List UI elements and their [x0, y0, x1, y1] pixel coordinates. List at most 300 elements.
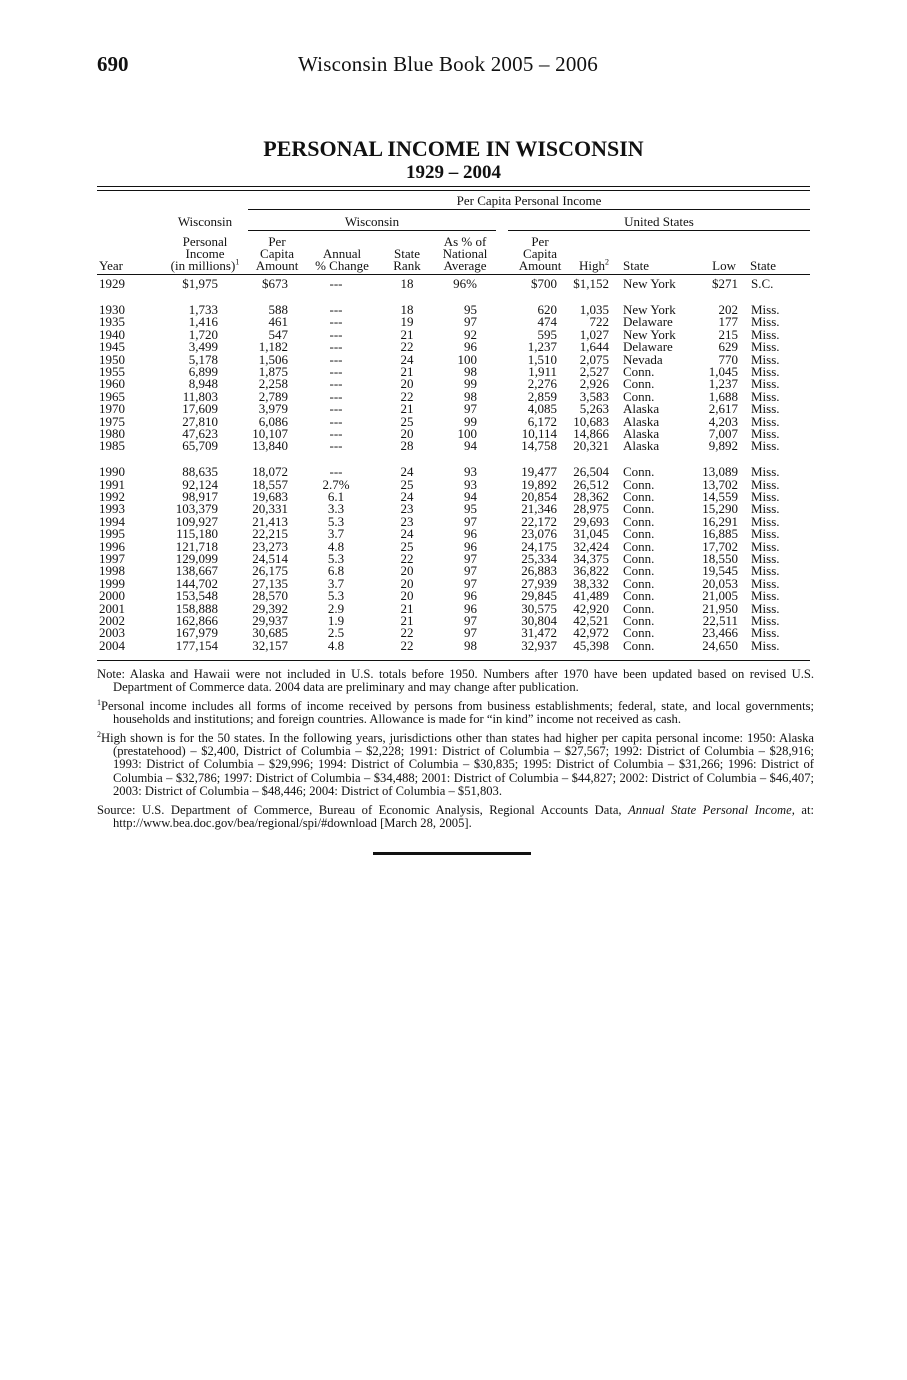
top-rule — [97, 186, 810, 187]
cell-high: 31,045 — [573, 526, 609, 542]
cell-wi-amount: 20,331 — [252, 501, 288, 517]
cell-change: --- — [329, 351, 343, 367]
cell-income: 92,124 — [182, 476, 218, 492]
cell-year: 1930 — [99, 301, 125, 317]
cell-high-state: Conn. — [623, 363, 655, 379]
cell-high: 42,521 — [573, 612, 609, 628]
cell-us-amount: 19,892 — [521, 476, 557, 492]
cell-us-amount: 30,575 — [521, 600, 557, 616]
cell-pct: 95 — [464, 301, 477, 317]
cell-low-state: Miss. — [751, 363, 780, 379]
cell-year: 1935 — [99, 314, 125, 330]
cell-income: 138,667 — [175, 563, 218, 579]
subgroup-rule-us — [508, 230, 810, 231]
cell-pct: 98 — [464, 363, 477, 379]
cell-high: 38,332 — [573, 575, 609, 591]
cell-pct: 96 — [464, 526, 477, 542]
cell-income: 162,866 — [175, 612, 218, 628]
cell-high: 36,822 — [573, 563, 609, 579]
cell-high-state: Conn. — [623, 476, 655, 492]
cell-year: 1994 — [99, 513, 125, 529]
cell-us-amount: 1,911 — [528, 363, 557, 379]
page-number: 690 — [97, 52, 129, 76]
cell-low: 16,885 — [702, 526, 738, 542]
cell-rank: 25 — [400, 538, 414, 554]
cell-low: $271 — [712, 276, 738, 291]
cell-rank: 28 — [400, 438, 414, 454]
cell-low-state: Miss. — [751, 489, 780, 505]
cell-rank: 20 — [400, 425, 414, 441]
cell-change: 1.9 — [327, 612, 345, 628]
cell-change: --- — [329, 438, 343, 454]
cell-low-state: Miss. — [751, 425, 780, 441]
cell-change: --- — [329, 425, 343, 441]
cell-change: 6.8 — [327, 563, 345, 579]
cell-year: 1993 — [99, 501, 125, 517]
cell-us-amount: 26,883 — [521, 563, 557, 579]
cell-income: 17,609 — [182, 401, 218, 417]
cell-low-state: Miss. — [751, 588, 780, 604]
cell-change: 5.3 — [327, 551, 345, 566]
header-low-state: State — [750, 258, 776, 273]
cell-wi-amount: 24,514 — [252, 551, 288, 566]
cell-low-state: Miss. — [751, 501, 780, 517]
cell-rank: 21 — [400, 401, 414, 417]
cell-change: --- — [329, 388, 343, 404]
cell-us-amount: 32,937 — [521, 637, 557, 653]
cell-wi-amount: 13,840 — [252, 438, 288, 454]
cell-year: 1996 — [99, 538, 125, 554]
cell-change: 3.7 — [327, 526, 345, 542]
cell-low-state: Miss. — [751, 600, 780, 616]
cell-year: 1990 — [99, 464, 125, 480]
footnote-2-text: High shown is for the 50 states. In the following years, jurisdictions other than states had higher per capita personal income: 1950: Alaska (prestatehood) – $2,400, District of Columbia – $2,228; 1991: District of Columbia – $27,567; 1992: District of Columbia – $28,916; 1993: District of Columbia – $29,996; 1994: District of Columbia – $30,835; 1995: District of Columbia – $31,266; 1996: District of Columbia – $32,786; 1997: District of Columbia – $34,488; 2001: District of Columbia – $44,827; 2002: District of Columbia – $46,407; 2003: District of Columbia – $48,446; 2004: District of Columbia – $51,803. — [101, 730, 814, 799]
cell-high: 3,583 — [579, 388, 609, 404]
table-row — [97, 440, 810, 452]
cell-high: 42,972 — [573, 625, 609, 641]
header-bottom-rule — [97, 274, 810, 275]
cell-wi-amount: 23,273 — [252, 538, 288, 554]
cell-low-state: Miss. — [751, 513, 780, 529]
table-subtitle: 1929 – 2004 — [406, 162, 501, 183]
footnote-2-mark: 2 — [97, 729, 101, 739]
cell-year: 1955 — [99, 363, 125, 379]
cell-us-amount: 22,172 — [521, 513, 557, 529]
cell-change: --- — [329, 314, 343, 330]
header-us-capita: Capita — [523, 246, 557, 261]
cell-wi-amount: 21,413 — [252, 513, 288, 529]
cell-change: 2.7% — [322, 476, 350, 492]
cell-high-state: Alaska — [623, 438, 660, 454]
cell-pct: 98 — [464, 637, 477, 653]
cell-income: 11,803 — [182, 388, 218, 404]
cell-low-state: Miss. — [751, 314, 780, 330]
cell-income: 121,718 — [175, 538, 218, 554]
cell-high-state: New York — [623, 326, 676, 342]
cell-low-state: Miss. — [751, 388, 780, 404]
cell-high-state: New York — [623, 276, 676, 291]
footnote-1-mark: 1 — [97, 697, 101, 707]
subgroup-rule-wi — [248, 230, 496, 231]
cell-us-amount: 27,939 — [521, 575, 557, 591]
cell-low: 1,237 — [708, 376, 738, 392]
table-body — [97, 278, 810, 652]
cell-low-state: Miss. — [751, 612, 780, 628]
cell-us-amount: 1,237 — [527, 339, 557, 355]
header-as-pct: As % of — [443, 234, 487, 249]
cell-income: 1,733 — [188, 301, 218, 317]
cell-pct: 100 — [457, 425, 477, 441]
cell-change: 5.3 — [327, 588, 345, 604]
cell-income: 129,099 — [175, 551, 218, 566]
cell-high-state: Conn. — [623, 575, 655, 591]
cell-high: 41,489 — [573, 588, 609, 604]
cell-low: 17,702 — [702, 538, 738, 554]
cell-high-state: Conn. — [623, 551, 655, 566]
cell-year: 1929 — [99, 276, 125, 291]
cell-low-state: Miss. — [751, 464, 780, 480]
notes-section — [97, 668, 814, 835]
cell-low: 23,466 — [702, 625, 738, 641]
cell-low: 629 — [718, 339, 738, 355]
cell-rank: 22 — [400, 388, 414, 404]
cell-us-amount: 595 — [537, 326, 557, 342]
cell-low-state: Miss. — [751, 563, 780, 579]
source-title: Annual State Personal Income, — [628, 802, 795, 817]
header-subgroup-wisconsin: Wisconsin — [344, 214, 400, 229]
cell-rank: 22 — [400, 637, 414, 653]
header-wi-amount: Amount — [255, 258, 299, 273]
cell-wi-amount: 3,979 — [258, 401, 288, 417]
cell-year: 2000 — [99, 588, 125, 604]
cell-pct: 96 — [464, 339, 477, 355]
footnote-ref-2: 2 — [605, 257, 609, 267]
cell-change: --- — [329, 376, 343, 392]
cell-change: 2.5 — [327, 625, 345, 641]
cell-income: 3,499 — [188, 339, 218, 355]
cell-wi-amount: 1,506 — [258, 351, 288, 367]
cell-high-state: New York — [623, 301, 676, 317]
cell-high-state: Conn. — [623, 612, 655, 628]
cell-year: 1975 — [99, 413, 125, 429]
cell-us-amount: 620 — [537, 301, 557, 317]
cell-pct: 96 — [464, 588, 477, 604]
cell-high: 14,866 — [573, 425, 609, 441]
cell-rank: 22 — [400, 339, 414, 355]
cell-pct: 94 — [464, 489, 477, 505]
cell-year: 2001 — [99, 600, 125, 616]
cell-year: 1997 — [99, 551, 125, 566]
table-title: PERSONAL INCOME IN WISCONSIN — [263, 136, 644, 161]
cell-change: 2.9 — [327, 600, 345, 616]
cell-us-amount: 30,804 — [521, 612, 557, 628]
cell-year: 1995 — [99, 526, 125, 542]
cell-low-state: Miss. — [751, 339, 780, 355]
cell-high: 1,035 — [579, 301, 609, 317]
cell-low: 770 — [718, 351, 738, 367]
cell-us-amount: 24,175 — [521, 538, 557, 554]
cell-year: 1998 — [99, 563, 125, 579]
cell-income: 167,979 — [175, 625, 218, 641]
note-text: Note: Alaska and Hawaii were not included in U.S. totals before 1950. Numbers after 1970 have been updated based on revised U.S. Department of Commerce data. 2004 data are preliminary and may change after publication. — [97, 667, 814, 695]
cell-low: 13,089 — [702, 464, 738, 480]
cell-rank: 24 — [400, 489, 414, 505]
cell-high: 28,975 — [573, 501, 609, 517]
cell-pct: 94 — [464, 438, 477, 454]
cell-low-state: Miss. — [751, 538, 780, 554]
cell-high: 2,527 — [579, 363, 609, 379]
cell-low-state: Miss. — [751, 476, 780, 492]
header-income: Income — [185, 246, 225, 261]
cell-rank: 23 — [400, 513, 414, 529]
cell-us-amount: 20,854 — [521, 489, 557, 505]
cell-change: 4.8 — [327, 538, 345, 554]
cell-pct: 96 — [464, 538, 477, 554]
cell-high-state: Conn. — [623, 600, 655, 616]
cell-wi-amount: 27,135 — [252, 575, 288, 591]
cell-high-state: Conn. — [623, 489, 655, 505]
cell-low: 18,550 — [702, 551, 738, 566]
cell-low: 177 — [718, 314, 738, 330]
header-average: Average — [443, 258, 487, 273]
cell-low-state: Miss. — [751, 351, 780, 367]
cell-low: 202 — [718, 301, 738, 317]
cell-high-state: Conn. — [623, 538, 655, 554]
cell-income: 1,720 — [188, 326, 218, 342]
cell-change: 4.8 — [327, 637, 345, 653]
header-wi-capita: Capita — [260, 246, 294, 261]
cell-low: 1,045 — [708, 363, 738, 379]
cell-low: 14,559 — [702, 489, 738, 505]
cell-rank: 21 — [400, 326, 414, 342]
cell-high: $1,152 — [573, 276, 609, 291]
cell-wi-amount: 18,072 — [252, 464, 288, 480]
header-us-per: Per — [531, 234, 549, 249]
cell-high: 45,398 — [573, 637, 609, 653]
cell-pct: 97 — [464, 575, 477, 591]
cell-income: 177,154 — [175, 637, 218, 653]
header-per-capita-group: Per Capita Personal Income — [456, 193, 602, 208]
cell-low-state: Miss. — [751, 551, 780, 566]
cell-pct: 96 — [464, 600, 477, 616]
cell-high: 2,075 — [579, 351, 609, 367]
cell-rank: 19 — [400, 314, 414, 330]
cell-change: --- — [329, 276, 343, 291]
cell-us-amount: 6,172 — [527, 413, 557, 429]
cell-high: 28,362 — [573, 489, 609, 505]
cell-year: 1960 — [99, 376, 125, 392]
cell-rank: 20 — [400, 575, 414, 591]
cell-income: 144,702 — [175, 575, 218, 591]
cell-low-state: S.C. — [751, 276, 774, 291]
cell-high-state: Conn. — [623, 501, 655, 517]
cell-pct: 97 — [464, 612, 477, 628]
cell-change: 3.3 — [327, 501, 345, 517]
cell-us-amount: 10,114 — [521, 425, 557, 441]
cell-change: --- — [329, 301, 343, 317]
cell-change: --- — [329, 363, 343, 379]
header-in-millions-text: (in millions) — [170, 258, 236, 273]
header-high-state: State — [623, 258, 649, 273]
cell-low: 21,005 — [702, 588, 738, 604]
cell-wi-amount: 29,937 — [252, 612, 288, 628]
cell-high: 10,683 — [573, 413, 609, 429]
cell-income: 27,810 — [182, 413, 218, 429]
cell-pct: 93 — [464, 476, 477, 492]
cell-pct: 97 — [464, 625, 477, 641]
cell-high-state: Conn. — [623, 637, 655, 653]
cell-rank: 24 — [400, 351, 414, 367]
cell-rank: 25 — [400, 476, 414, 492]
cell-wi-amount: 32,157 — [252, 637, 288, 653]
cell-low-state: Miss. — [751, 526, 780, 542]
cell-us-amount: 23,076 — [521, 526, 557, 542]
cell-low: 2,617 — [708, 401, 738, 417]
cell-rank: 21 — [400, 600, 414, 616]
cell-pct: 97 — [464, 513, 477, 529]
header-wisconsin-top: Wisconsin — [177, 214, 233, 229]
cell-high: 2,926 — [579, 376, 609, 392]
cell-us-amount: 19,477 — [521, 464, 557, 480]
cell-wi-amount: 2,789 — [258, 388, 288, 404]
cell-low-state: Miss. — [751, 301, 780, 317]
cell-change: --- — [329, 339, 343, 355]
header-change: % Change — [315, 258, 369, 273]
cell-us-amount: 2,276 — [527, 376, 557, 392]
cell-wi-amount: $673 — [262, 276, 288, 291]
cell-high-state: Conn. — [623, 388, 655, 404]
cell-high-state: Delaware — [623, 314, 673, 330]
cell-low-state: Miss. — [751, 575, 780, 591]
header-high-text: High — [579, 258, 605, 273]
cell-income: 98,917 — [182, 489, 218, 505]
cell-high-state: Conn. — [623, 625, 655, 641]
cell-us-amount: 14,758 — [521, 438, 557, 454]
cell-low-state: Miss. — [751, 413, 780, 429]
cell-wi-amount: 26,175 — [252, 563, 288, 579]
cell-rank: 18 — [400, 276, 414, 291]
cell-low-state: Miss. — [751, 637, 780, 653]
cell-low: 9,892 — [708, 438, 738, 454]
cell-low: 16,291 — [702, 513, 738, 529]
group-rule — [248, 209, 810, 210]
cell-us-amount: 2,859 — [527, 388, 557, 404]
cell-pct: 97 — [464, 401, 477, 417]
source-prefix: Source: U.S. Department of Commerce, Bureau of Economic Analysis, Regional Accounts Data, — [97, 802, 622, 817]
cell-low: 7,007 — [708, 425, 738, 441]
cell-wi-amount: 1,182 — [258, 339, 288, 355]
cell-wi-amount: 18,557 — [252, 476, 288, 492]
cell-low: 215 — [718, 326, 738, 342]
cell-year: 2003 — [99, 625, 125, 641]
cell-low-state: Miss. — [751, 625, 780, 641]
cell-rank: 21 — [400, 363, 414, 379]
cell-us-amount: 29,845 — [521, 588, 557, 604]
cell-pct: 99 — [464, 413, 477, 429]
cell-high-state: Conn. — [623, 464, 655, 480]
cell-low: 20,053 — [702, 575, 738, 591]
cell-pct: 97 — [464, 551, 477, 566]
cell-wi-amount: 28,570 — [252, 588, 288, 604]
cell-low-state: Miss. — [751, 326, 780, 342]
cell-us-amount: 31,472 — [521, 625, 557, 641]
cell-pct: 96% — [453, 276, 477, 291]
cell-income: 5,178 — [188, 351, 218, 367]
cell-income: 109,927 — [175, 513, 218, 529]
cell-pct: 99 — [464, 376, 477, 392]
cell-wi-amount: 30,685 — [252, 625, 288, 641]
cell-low: 21,950 — [702, 600, 738, 616]
header-personal: Personal — [182, 234, 228, 249]
cell-high-state: Delaware — [623, 339, 673, 355]
header-state: State — [394, 246, 420, 261]
cell-us-amount: 25,334 — [521, 551, 557, 566]
cell-income: 115,180 — [176, 526, 218, 542]
cell-high: 42,920 — [573, 600, 609, 616]
cell-rank: 24 — [400, 464, 414, 480]
end-rule — [373, 852, 531, 855]
footnote-1-text: Personal income includes all forms of income received by persons from business establishments; federal, state, and local governments; households and institutions; and foreign countries. Allowance is made for “in kind” income not received as cash. — [101, 698, 814, 727]
header-high — [570, 257, 618, 273]
cell-low-state: Miss. — [751, 438, 780, 454]
cell-pct: 100 — [457, 351, 477, 367]
cell-year: 1965 — [99, 388, 125, 404]
cell-high: 34,375 — [573, 551, 609, 566]
cell-low: 22,511 — [702, 612, 738, 628]
footnote-2 — [97, 729, 814, 799]
footnote-1 — [97, 697, 814, 727]
cell-low: 13,702 — [702, 476, 738, 492]
cell-low-state: Miss. — [751, 401, 780, 417]
cell-high-state: Alaska — [623, 413, 660, 429]
header-low: Low — [712, 258, 736, 273]
cell-high: 5,263 — [579, 401, 609, 417]
cell-high: 26,504 — [573, 464, 609, 480]
cell-rank: 23 — [400, 501, 414, 517]
header-wi-per: Per — [268, 234, 286, 249]
cell-year: 1940 — [99, 326, 125, 342]
top-rule-2 — [97, 190, 810, 191]
cell-wi-amount: 1,875 — [258, 363, 288, 379]
cell-high-state: Alaska — [623, 425, 660, 441]
cell-change: --- — [329, 464, 343, 480]
cell-high: 722 — [589, 314, 609, 330]
cell-change: 6.1 — [327, 489, 345, 505]
cell-low: 4,203 — [708, 413, 738, 429]
cell-wi-amount: 19,683 — [252, 489, 288, 505]
header-rank: Rank — [393, 258, 421, 273]
cell-wi-amount: 588 — [268, 301, 288, 317]
cell-income: 65,709 — [182, 438, 218, 454]
cell-income: 47,623 — [182, 425, 218, 441]
header-in-millions — [160, 257, 250, 273]
cell-change: --- — [329, 413, 343, 429]
cell-high: 29,693 — [573, 513, 609, 529]
cell-rank: 25 — [400, 413, 414, 429]
cell-income: 103,379 — [175, 501, 218, 517]
cell-year: 1992 — [99, 489, 125, 505]
cell-low: 15,290 — [702, 501, 738, 517]
cell-rank: 24 — [400, 526, 414, 542]
cell-pct: 98 — [464, 388, 477, 404]
cell-year: 1945 — [99, 339, 125, 355]
cell-rank: 20 — [400, 376, 414, 392]
cell-rank: 21 — [400, 612, 414, 628]
cell-wi-amount: 461 — [268, 314, 288, 330]
cell-wi-amount: 29,392 — [252, 600, 288, 616]
header-national: National — [442, 246, 488, 261]
source-note — [97, 804, 814, 831]
